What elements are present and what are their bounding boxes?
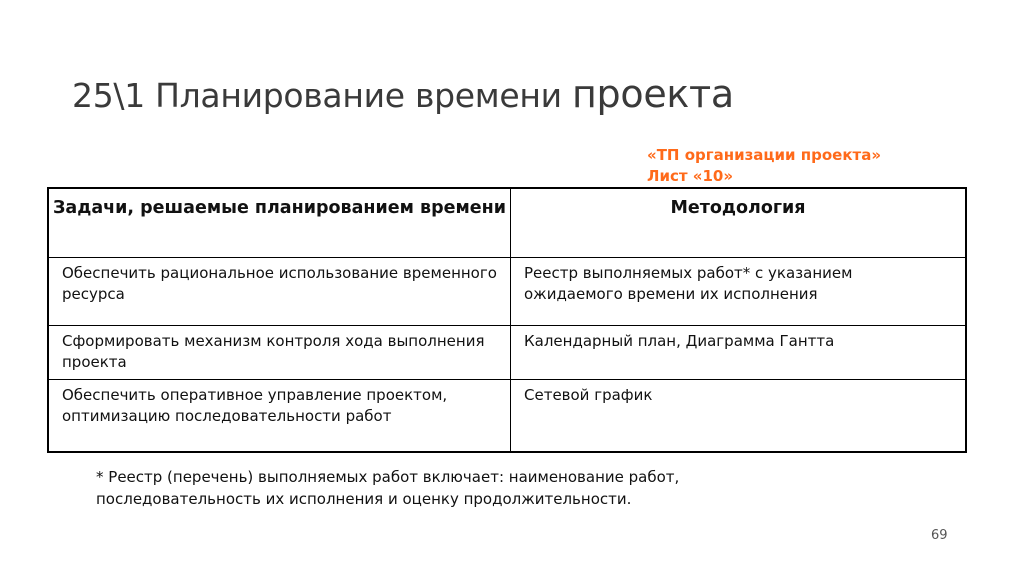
table-cell-method: Реестр выполняемых работ* с указанием ожидаемого времени их исполнения (511, 258, 967, 326)
slide-title-last-word: проекта (572, 72, 734, 116)
reference-line-1: «ТП организации проекта» (647, 146, 882, 164)
footnote (96, 466, 679, 510)
table-cell-method: Календарный план, Диаграмма Гантта (511, 326, 967, 380)
header-tasks: Задачи, решаемые планированием времени (48, 188, 511, 258)
table-cell-task: Обеспечить рациональное использование временного ресурса (48, 258, 511, 326)
table-cell-method: Сетевой график (511, 380, 967, 453)
planning-table (47, 187, 967, 453)
table-cell-task: Обеспечить оперативное управление проектом, оптимизацию последовательности работ (48, 380, 511, 453)
table-cell-task: Сформировать механизм контроля хода выполнения проекта (48, 326, 511, 380)
table-row (48, 326, 966, 380)
table-row (48, 380, 966, 453)
table-header-row (48, 188, 966, 258)
footnote-line-1: * Реестр (перечень) выполняемых работ включает: наименование работ, (96, 468, 680, 486)
document-reference (647, 145, 881, 187)
reference-line-2: Лист «10» (647, 167, 734, 185)
slide-title-main: 25\1 Планирование времени (72, 76, 562, 115)
slide-title (72, 72, 734, 116)
header-methodology: Методология (511, 188, 967, 258)
page-number: 69 (931, 528, 948, 543)
table-row (48, 258, 966, 326)
footnote-line-2: последовательность их исполнения и оценку продолжительности. (96, 490, 632, 508)
